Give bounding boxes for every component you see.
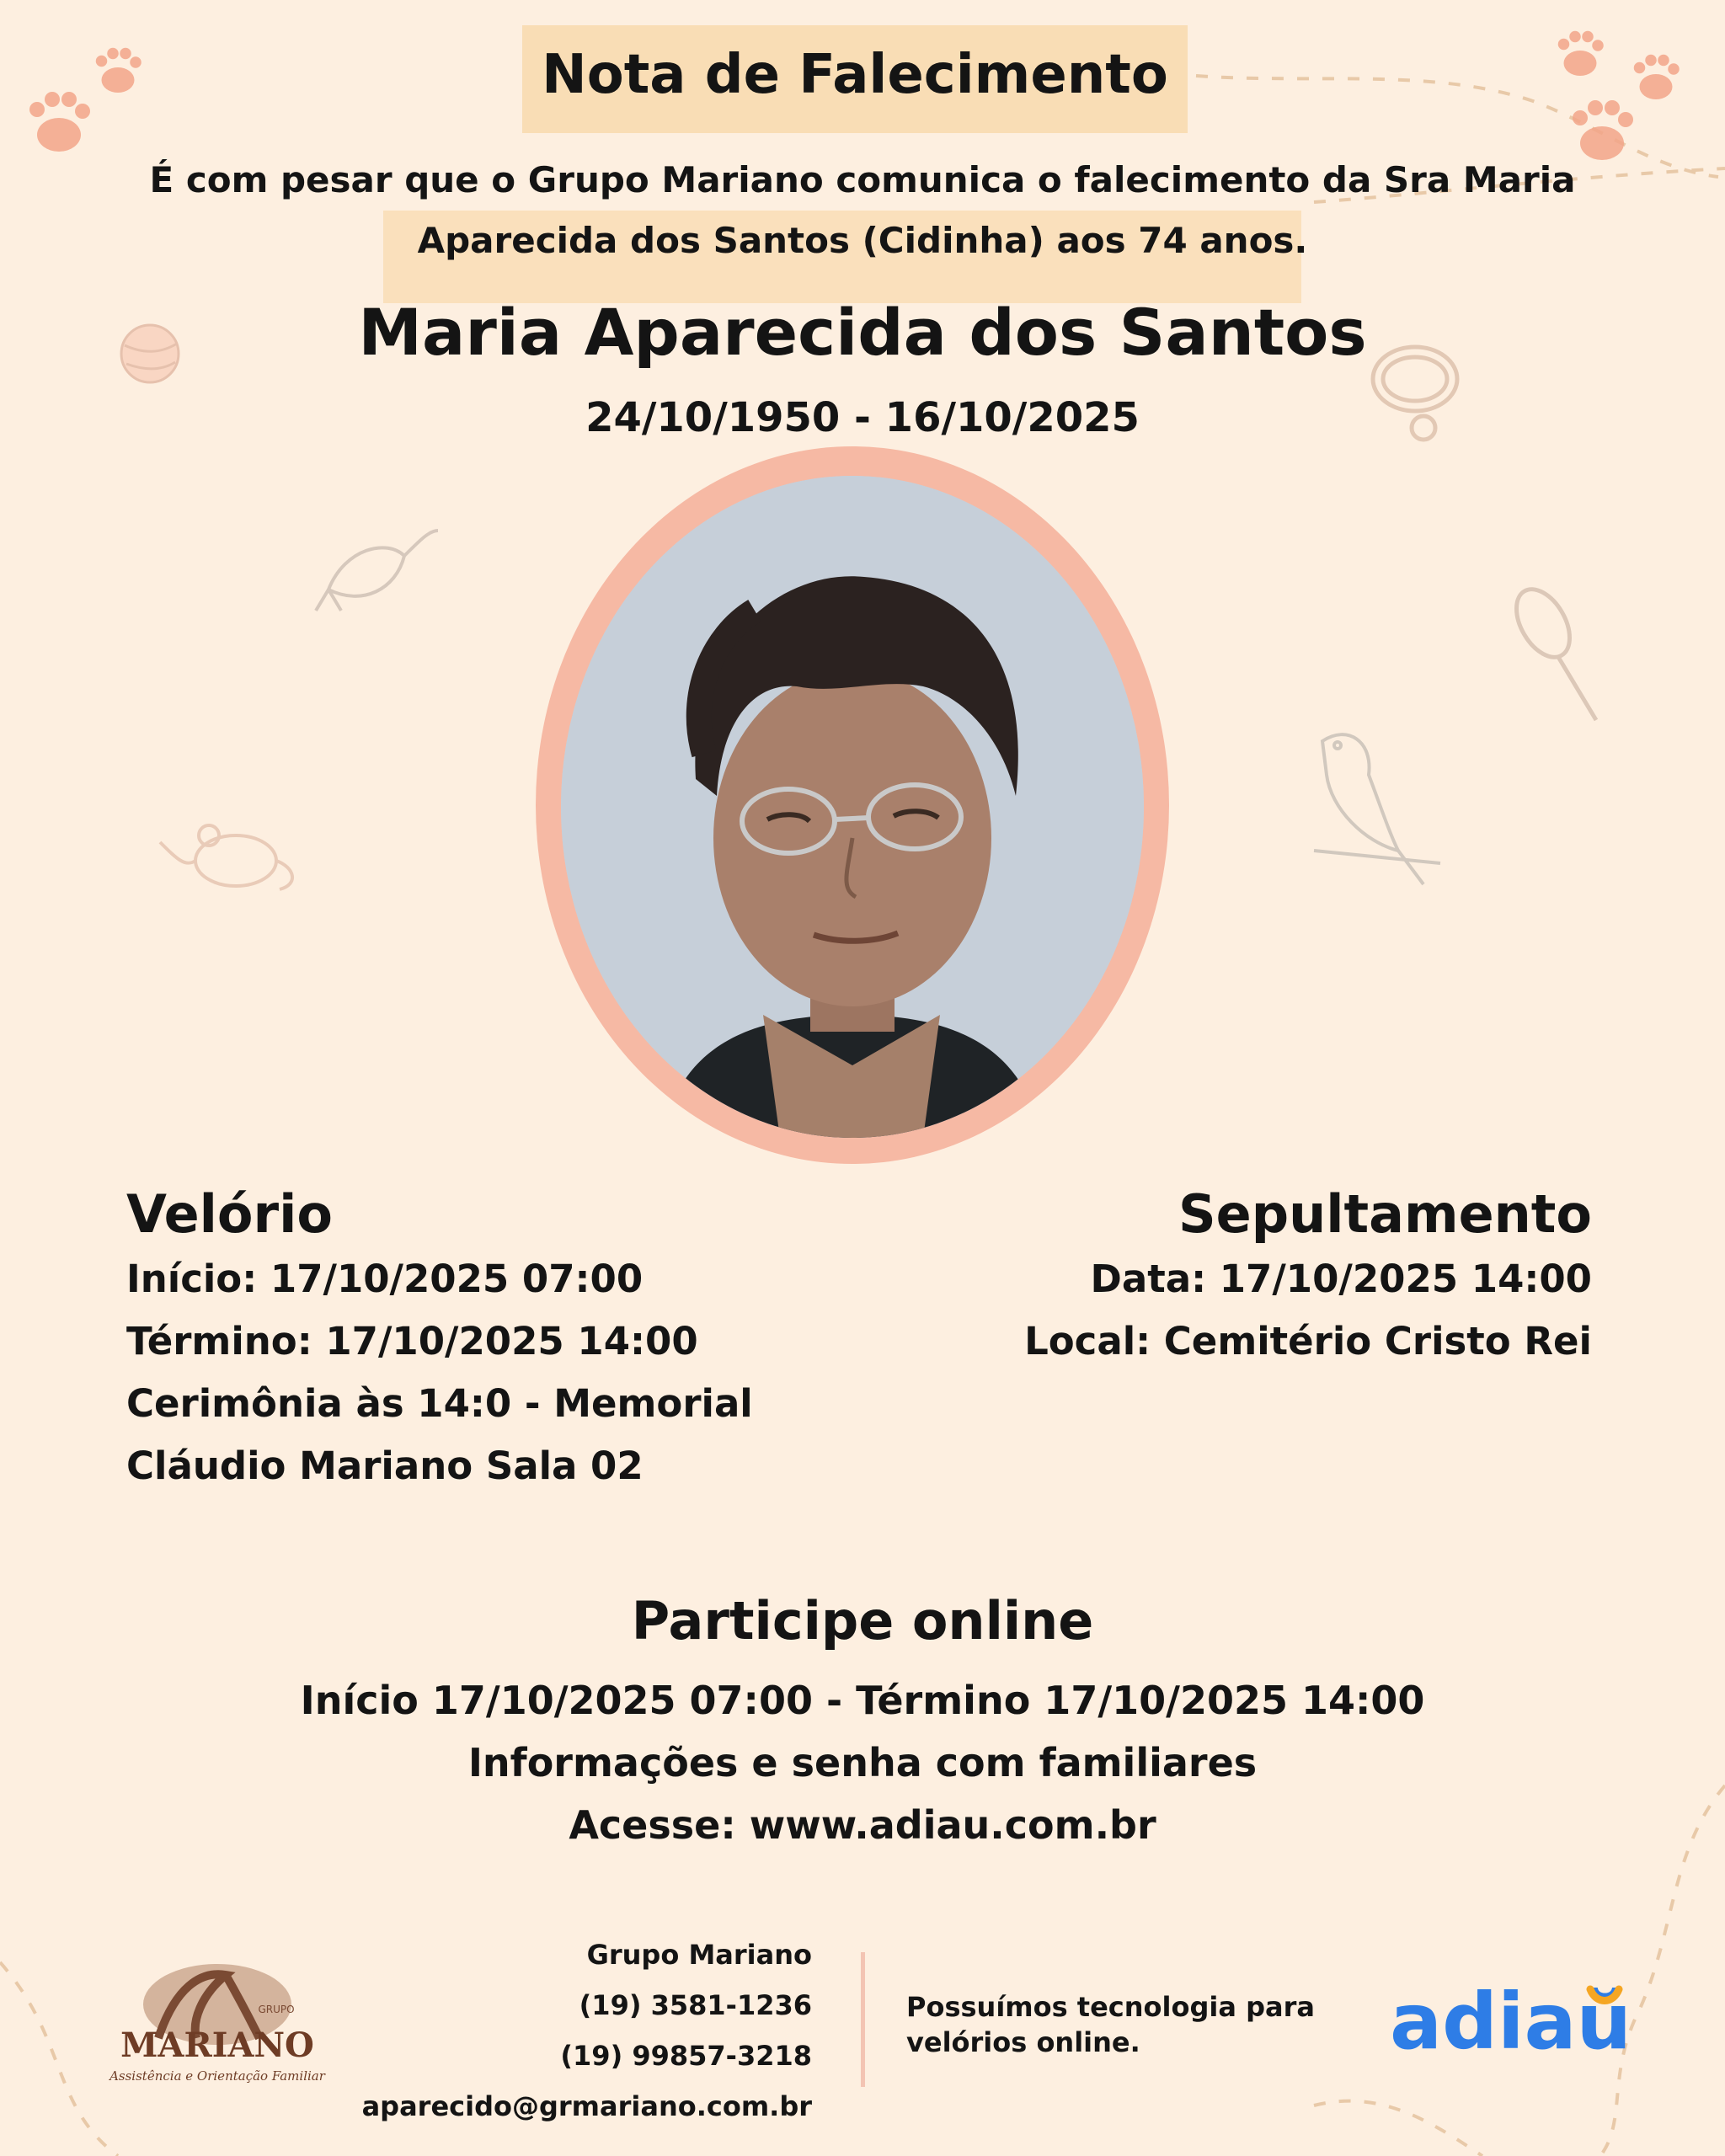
online-access-link[interactable]: Acesse: www.adiau.com.br	[569, 1802, 1156, 1848]
fish-icon	[316, 531, 438, 611]
velorio-end: Término: 17/10/2025 14:00	[126, 1319, 698, 1364]
deceased-name: Maria Aparecida dos Santos	[358, 295, 1367, 370]
grupo-mariano-logo	[99, 1954, 335, 2097]
notice-intro	[84, 150, 1641, 271]
footer-phone-1[interactable]: (19) 3581-1236	[579, 1989, 812, 2021]
online-info: Informações e senha com familiares	[467, 1740, 1258, 1785]
sepultamento-date: Data: 17/10/2025 14:00	[1090, 1257, 1592, 1301]
notice-title: Nota de Falecimento	[542, 44, 1168, 106]
mouse-toy-icon	[160, 825, 292, 889]
logo-adiau-text: adiaŭ	[1390, 1977, 1632, 2067]
footer-tagline: Possuímos tecnologia para velórios online.	[906, 1991, 1315, 2058]
adiau-logo[interactable]	[1381, 1971, 1634, 2072]
velorio-room: Cláudio Mariano Sala 02	[126, 1444, 644, 1488]
portrait-photo	[561, 476, 1144, 1138]
footer-phone-2[interactable]: (19) 99857-3218	[560, 2040, 812, 2072]
footer-company: Grupo Mariano	[586, 1939, 812, 1971]
brush-icon	[1505, 580, 1596, 720]
footer-email[interactable]: aparecido@grmariano.com.br	[361, 2090, 812, 2122]
sepultamento-location: Local: Cemitério Cristo Rei	[1024, 1319, 1592, 1364]
intro-line-1: É com pesar que o Grupo Mariano comunica o falecimento da Sra Maria	[149, 159, 1576, 200]
logo-mariano-small-text: GRUPO	[258, 2004, 295, 2015]
portrait-illustration	[561, 476, 1144, 1138]
footer-divider	[861, 1952, 865, 2087]
velorio-start: Início: 17/10/2025 07:00	[126, 1257, 644, 1301]
parakeet-icon	[1314, 734, 1440, 884]
velorio-heading: Velório	[126, 1183, 333, 1245]
online-schedule: Início 17/10/2025 07:00 - Término 17/10/2025 14:00	[300, 1678, 1425, 1723]
intro-line-2: Aparecida dos Santos (Cidinha) aos 74 anos.	[417, 220, 1308, 261]
velorio-ceremony: Cerimônia às 14:0 - Memorial	[126, 1381, 753, 1426]
deceased-dates: 24/10/1950 - 16/10/2025	[585, 394, 1140, 441]
logo-mariano-text: MARIANO	[120, 2025, 314, 2065]
sepultamento-heading: Sepultamento	[1178, 1183, 1592, 1245]
online-heading: Participe online	[631, 1590, 1094, 1652]
logo-mariano-subtitle: Assistência e Orientação Familiar	[109, 2068, 325, 2084]
